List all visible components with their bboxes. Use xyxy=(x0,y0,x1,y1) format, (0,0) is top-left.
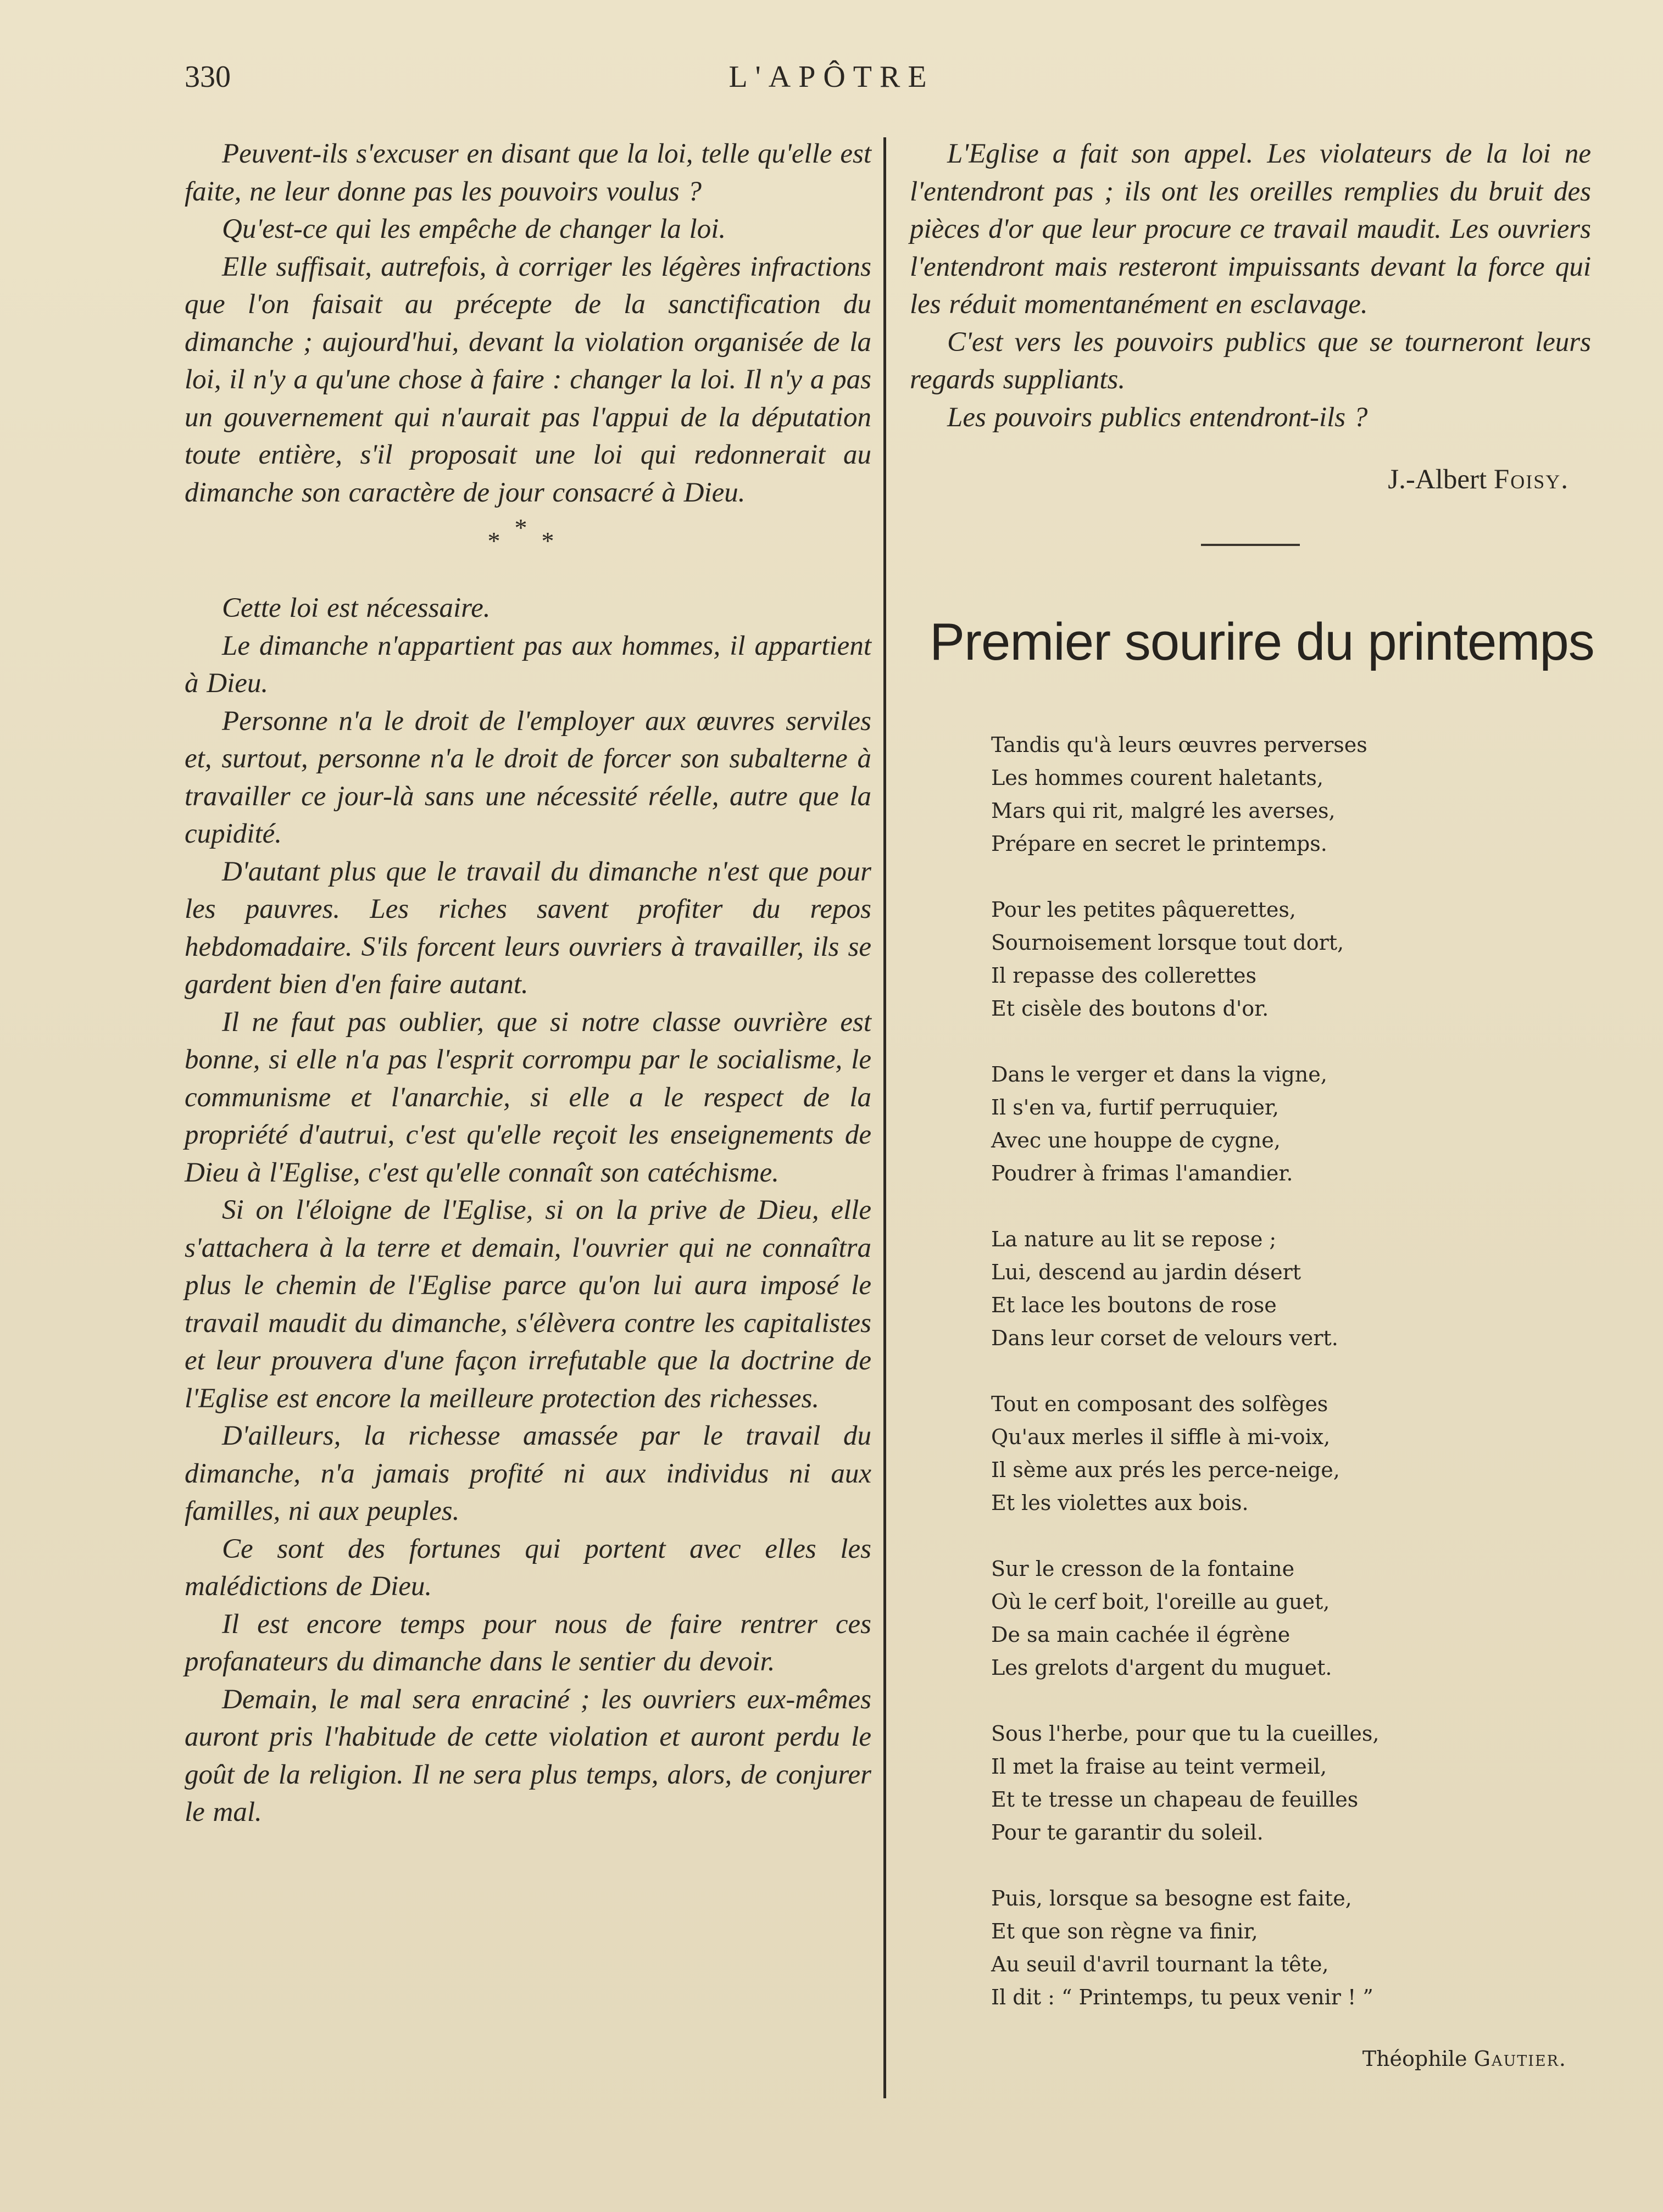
poem-line: Qu'aux merles il siffle à mi-voix, xyxy=(991,1425,1331,1449)
paragraph: Elle suffisait, autrefois, à corriger les légères infractions que l'on faisait au précepte de la sanctification du dimanche ; aujourd'hui, devant la violation organisée de la loi, il n'y a qu'une chose à faire : changer la loi. Il n'y a pas un gouvernement qui n'aurait pas l'appui de la députation toute entière, s'il proposait une loi qui redonnerait au dimanche son caractère de jour consacré à Dieu. xyxy=(185,251,871,508)
poem-line: Les hommes courent haletants, xyxy=(991,766,1323,790)
signature-given-name: J.-Albert xyxy=(1388,464,1487,495)
signature-surname: Foisy. xyxy=(1493,464,1569,495)
poem-author-surname: Gautier. xyxy=(1473,2047,1567,2071)
poem-line: Pour les petites pâquerettes, xyxy=(991,898,1296,922)
poem-line: Lui, descend au jardin désert xyxy=(991,1260,1302,1284)
poem-line: Mars qui rit, malgré les averses, xyxy=(991,799,1336,823)
poem-line: La nature au lit se repose ; xyxy=(991,1227,1277,1251)
poem-line: Prépare en secret le printemps. xyxy=(991,832,1327,856)
poem-line: Au seuil d'avril tournant la tête, xyxy=(991,1952,1329,1976)
poem-body xyxy=(991,728,1591,2014)
column-divider xyxy=(883,137,886,2098)
right-column xyxy=(910,135,1594,2071)
poem-stanza xyxy=(991,1882,1591,2014)
paragraph: Qu'est-ce qui les empêche de changer la loi. xyxy=(222,214,726,244)
poem-line: Il met la fraise au teint vermeil, xyxy=(991,1754,1327,1779)
poem-line: Poudrer à frimas l'amandier. xyxy=(991,1161,1293,1185)
separator-star: * xyxy=(541,527,569,555)
article-body-part-2 xyxy=(185,589,871,1831)
poem-line: Où le cerf boit, l'oreille au guet, xyxy=(991,1590,1330,1614)
poem-line: Pour te garantir du soleil. xyxy=(991,1820,1264,1845)
poem-line: Et te tresse un chapeau de feuilles xyxy=(991,1787,1359,1812)
paragraph: Demain, le mal sera enraciné ; les ouvriers eux-mêmes auront pris l'habitude de cette violation et auront perdu le goût de la religion. Il ne sera plus temps, alors, de conjurer le mal. xyxy=(185,1684,871,1827)
poem-stanza xyxy=(991,1058,1591,1190)
poem-line: Sournoisement lorsque tout dort, xyxy=(991,931,1344,955)
poem-line: De sa main cachée il égrène xyxy=(991,1623,1291,1647)
paragraph: Cette loi est nécessaire. xyxy=(222,593,491,623)
paragraph: Peuvent-ils s'excuser en disant que la loi, telle qu'elle est faite, ne leur donne pas les pouvoirs voulus ? xyxy=(185,138,871,207)
poem-stanza xyxy=(991,1552,1591,1684)
page-header xyxy=(0,59,1663,103)
poem-line: Il sème aux prés les perce-neige, xyxy=(991,1458,1340,1482)
poem-stanza xyxy=(991,1223,1591,1355)
poem-stanza xyxy=(991,893,1591,1025)
paragraph: D'ailleurs, la richesse amassée par le travail du dimanche, n'a jamais profité ni aux individus ni aux familles, ni aux peuples. xyxy=(185,1420,871,1526)
paragraph: Il est encore temps pour nous de faire rentrer ces profanateurs du dimanche dans le sentier du devoir. xyxy=(185,1608,871,1677)
section-separator xyxy=(185,514,871,558)
paragraph: C'est vers les pouvoirs publics que se tourneront leurs regards suppliants. xyxy=(910,326,1591,395)
paragraph: Les pouvoirs publics entendront-ils ? xyxy=(947,402,1368,433)
poem-line: Les grelots d'argent du muguet. xyxy=(991,1656,1332,1680)
poem-stanza xyxy=(991,1717,1591,1849)
separator-star: * xyxy=(514,514,542,542)
poem-line: Il dit : “ Printemps, tu peux venir ! ” xyxy=(991,1985,1373,2009)
paragraph: Si on l'éloigne de l'Eglise, si on la prive de Dieu, elle s'attachera à la terre et demain, l'ouvrier qui ne connaîtra plus le chemin de l'Eglise parce qu'on lui aura imposé le travail maudit du dimanche, s'élèvera contre les capitalistes et leur prouvera d'une façon irrefutable que la doctrine de l'Eglise est encore la meilleure protection des richesses. xyxy=(185,1195,871,1414)
poem-author xyxy=(910,2047,1591,2071)
paragraph: L'Eglise a fait son appel. Les violateurs de la loi ne l'entendront pas ; ils ont les oreilles remplies du bruit des pièces d'or que leur procure ce travail maudit. Les ouvriers l'entendront mais resteront impuissants devant la force qui les réduit momentanément en esclavage. xyxy=(910,138,1591,320)
left-column xyxy=(185,135,871,1831)
article-conclusion xyxy=(910,135,1591,436)
poem-line: Tandis qu'à leurs œuvres perverses xyxy=(991,733,1367,757)
poem-line: Sous l'herbe, pour que tu la cueilles, xyxy=(991,1721,1380,1746)
paragraph: Personne n'a le droit de l'employer aux œuvres serviles et, surtout, personne n'a le droit de forcer son subalterne à travailler ce jour-là sans une nécessité réelle, autre que la cupidité. xyxy=(185,705,871,849)
poem-line: Puis, lorsque sa besogne est faite, xyxy=(991,1886,1352,1910)
poem-line: Sur le cresson de la fontaine xyxy=(991,1557,1295,1581)
poem-line: Avec une houppe de cygne, xyxy=(991,1128,1281,1152)
poem-stanza xyxy=(991,728,1591,860)
poem-line: Dans leur corset de velours vert. xyxy=(991,1326,1338,1350)
paragraph: Il ne faut pas oublier, que si notre classe ouvrière est bonne, si elle n'a pas l'esprit corrompu par le socialisme, le communisme et l'anarchie, si elle a le respect de la propriété d'autrui, c'est qu'elle reçoit les enseignements de Dieu à l'Eglise, c'est qu'elle connaît son catéchisme. xyxy=(185,1006,871,1188)
poem-line: Il repasse des collerettes xyxy=(991,963,1256,988)
page-number: 330 xyxy=(185,60,231,94)
poem-line: Et les violettes aux bois. xyxy=(991,1491,1249,1515)
poem-line: Dans le verger et dans la vigne, xyxy=(991,1062,1327,1087)
section-rule xyxy=(1201,544,1300,546)
poem-stanza xyxy=(991,1388,1591,1519)
poem-title: Premier sourire du printemps xyxy=(930,612,1594,671)
poem-line: Et cisèle des boutons d'or. xyxy=(991,996,1269,1021)
paragraph: Ce sont des fortunes qui portent avec elles les malédictions de Dieu. xyxy=(185,1533,871,1602)
poem-author-given-name: Théophile xyxy=(1362,2047,1467,2071)
article-signature xyxy=(910,460,1591,499)
paragraph: D'autant plus que le travail du dimanche n'est que pour les pauvres. Les riches savent profiter du repos hebdomadaire. S'ils forcent leurs ouvriers à travailler, ils se gardent bien d'en faire autant. xyxy=(185,856,871,1000)
separator-star: * xyxy=(487,527,515,555)
poem-line: Et lace les boutons de rose xyxy=(991,1293,1277,1317)
poem-line: Et que son règne va finir, xyxy=(991,1919,1258,1943)
poem-line: Il s'en va, furtif perruquier, xyxy=(991,1095,1279,1119)
paragraph: Le dimanche n'appartient pas aux hommes, il appartient à Dieu. xyxy=(185,630,871,699)
article-body-part-1 xyxy=(185,135,871,511)
poem-line: Tout en composant des solfèges xyxy=(991,1392,1328,1416)
running-title: L'APÔTRE xyxy=(728,60,935,94)
